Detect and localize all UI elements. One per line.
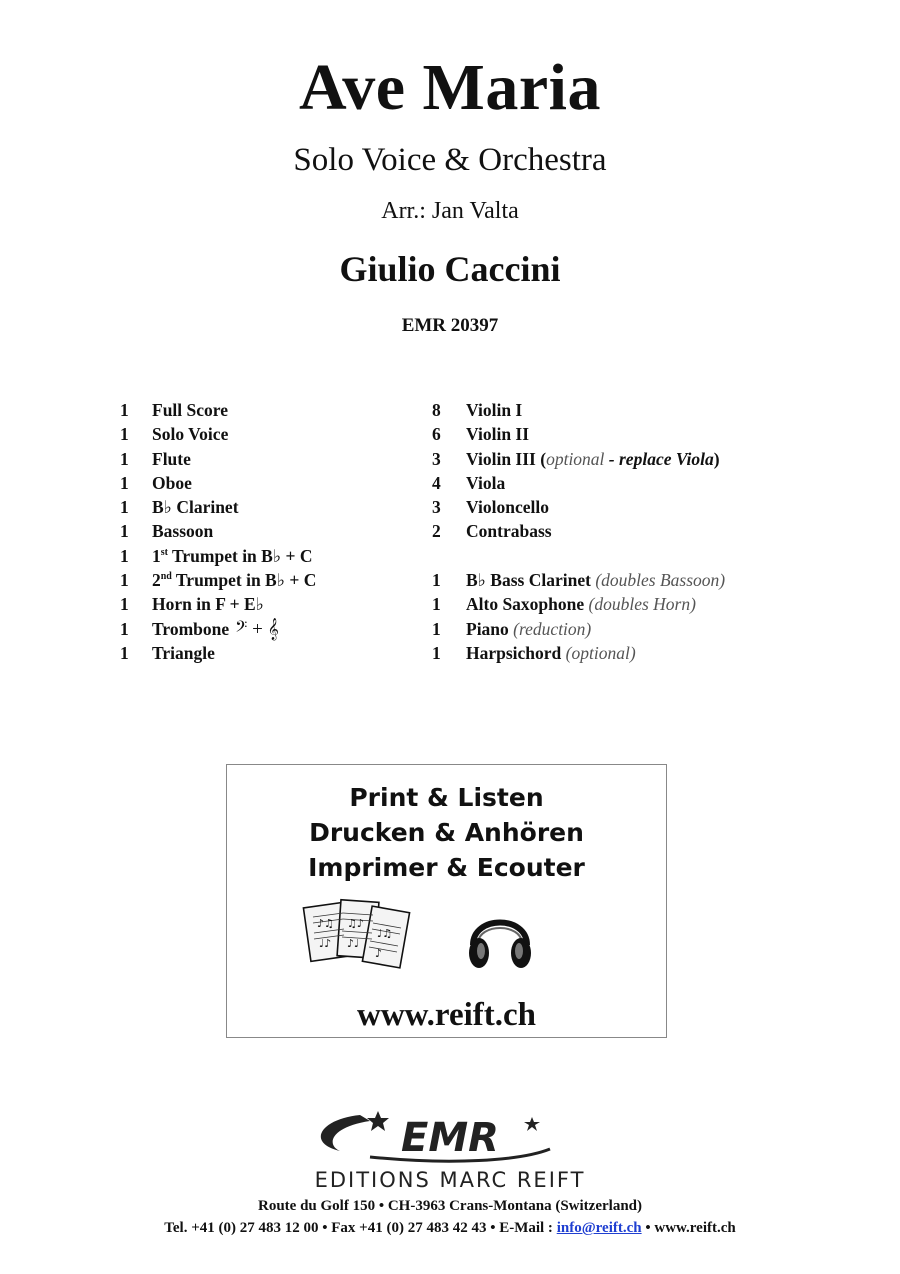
instrument-name: Harpsichord (optional) — [466, 643, 636, 663]
instrument-name: Triangle — [152, 643, 215, 663]
quantity: 1 — [120, 497, 129, 517]
instrument-name: Piano (reduction) — [466, 619, 592, 639]
instrument-name: B♭ Clarinet — [152, 497, 239, 517]
quantity: 1 — [432, 594, 441, 614]
svg-text:♪: ♪ — [375, 947, 383, 960]
instrument-name: 1st Trumpet in B♭ + C — [152, 546, 313, 566]
instrument-name: Trombone 𝄢 + 𝄞 — [152, 619, 279, 640]
quantity: 1 — [120, 594, 129, 614]
svg-text:♩♪: ♩♪ — [319, 937, 332, 950]
svg-text:♪♫: ♪♫ — [317, 917, 334, 930]
quantity: 1 — [120, 643, 129, 663]
website-link[interactable]: www.reift.ch — [356, 997, 537, 1033]
print-listen-box[interactable] — [226, 764, 667, 1038]
svg-text:♩♫: ♩♫ — [377, 927, 393, 940]
instrument-name: Solo Voice — [152, 424, 229, 444]
flat-key: B♭ — [152, 497, 172, 517]
svg-text:♫♪: ♫♪ — [347, 917, 364, 930]
svg-text:EMR: EMR — [401, 1115, 499, 1161]
instrument-name: Bassoon — [152, 521, 214, 541]
publisher-address: Route du Golf 150 • CH-3963 Crans-Montana (Switzerland) — [258, 1198, 642, 1214]
instrument-name: Alto Saxophone (doubles Horn) — [466, 594, 696, 614]
page-title: Ave Maria — [299, 51, 601, 124]
instrument-name: Oboe — [152, 473, 192, 493]
quantity: 1 — [432, 643, 441, 663]
email-link[interactable]: info@reift.ch — [556, 1220, 642, 1236]
quantity: 3 — [432, 497, 441, 517]
instrument-name: 2nd Trumpet in B♭ + C — [152, 570, 317, 590]
quantity: 1 — [120, 473, 129, 493]
quantity: 1 — [120, 400, 129, 420]
quantity: 1 — [432, 619, 441, 639]
quantity: 1 — [120, 619, 129, 639]
svg-text:♪♩: ♪♩ — [347, 937, 360, 950]
instrument-name: Violin II — [466, 424, 530, 444]
clef-icon: 𝄢 + 𝄞 — [235, 619, 279, 640]
instrument-name: Contrabass — [466, 521, 552, 541]
instrument-name: Full Score — [152, 400, 228, 420]
quantity: 1 — [120, 449, 129, 469]
instrument-name: Violin I — [466, 400, 523, 420]
quantity: 1 — [120, 570, 129, 590]
instrument-name: Flute — [152, 449, 191, 469]
composer: Giulio Caccini — [339, 249, 561, 289]
quantity: 1 — [120, 546, 129, 566]
quantity: 4 — [432, 473, 441, 493]
publisher-name: EDITIONS MARC REIFT — [314, 1168, 586, 1192]
quantity: 8 — [432, 400, 441, 420]
quantity: 1 — [432, 570, 441, 590]
instrument-name: Violoncello — [466, 497, 549, 517]
instrument-name: Horn in F + E♭ — [152, 594, 264, 614]
sheet-music-icon — [301, 897, 413, 973]
quantity: 2 — [432, 521, 441, 541]
contact-line: Tel. +41 (0) 27 483 12 00 • Fax +41 (0) 27 483 42 43 • E-Mail : info@reift.ch • www.reift.ch — [164, 1220, 736, 1236]
promo-line-de: Drucken & Anhören — [309, 818, 584, 847]
quantity: 3 — [432, 449, 441, 469]
quantity: 1 — [120, 424, 129, 444]
instrument-name: Viola — [466, 473, 506, 493]
promo-line-fr: Imprimer & Ecouter — [308, 853, 585, 882]
quantity: 6 — [432, 424, 441, 444]
subtitle: Solo Voice & Orchestra — [293, 142, 607, 178]
promo-line-en: Print & Listen — [349, 783, 544, 812]
arranger: Arr.: Jan Valta — [381, 198, 519, 224]
quantity: 1 — [120, 521, 129, 541]
instrument-name: Violin III (optional - replace Viola) — [466, 449, 720, 469]
instrument-name: B♭ Bass Clarinet (doubles Bassoon) — [466, 570, 726, 590]
catalog-number: EMR 20397 — [401, 315, 499, 336]
headphones-icon — [465, 901, 535, 973]
emr-logo — [300, 1105, 600, 1167]
